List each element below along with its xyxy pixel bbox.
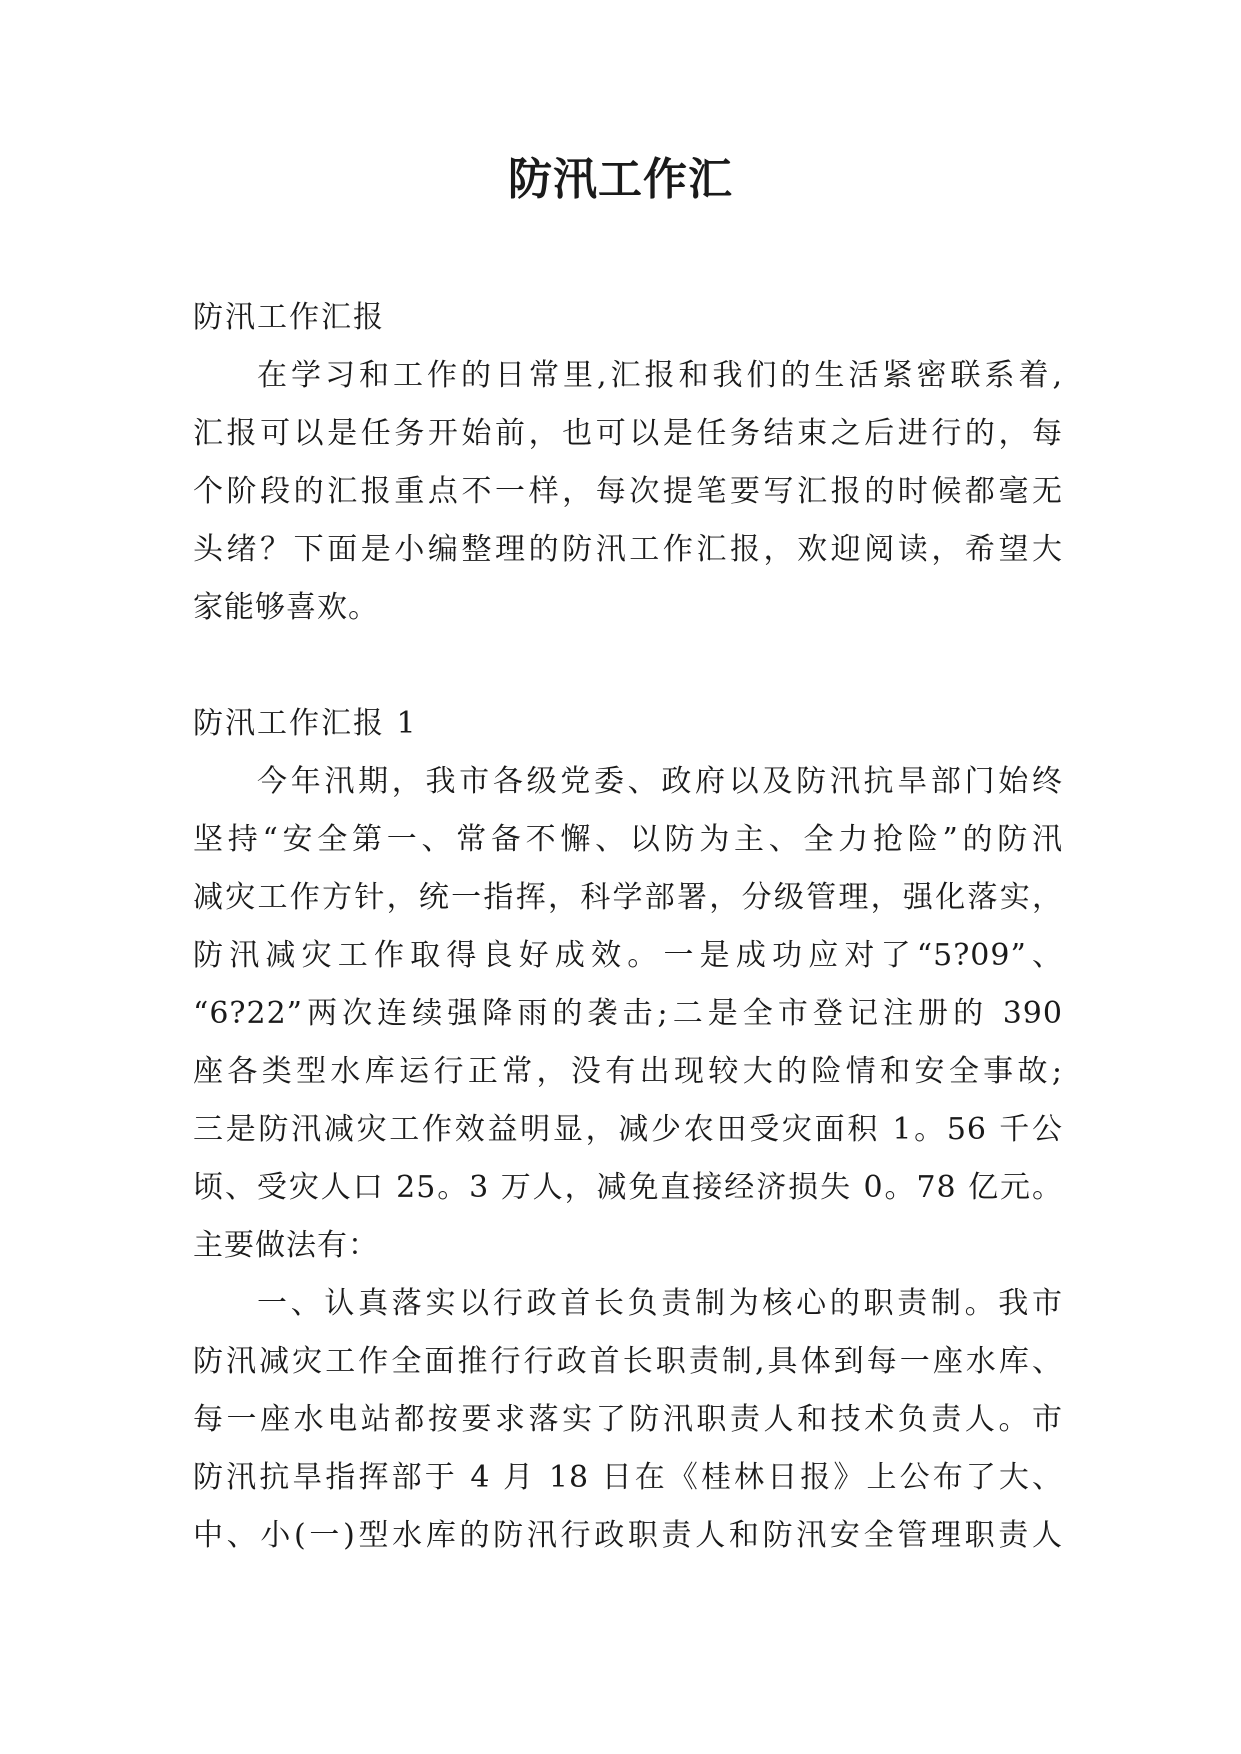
text-line: 坚持“安全第一、常备不懈、以防为主、全力抢险”的防汛 [193,822,1063,857]
text-line: 减灾工作方针，统一指挥，科学部署，分级管理，强化落实， [193,880,1063,915]
text-line: 防汛抗旱指挥部于 4 月 18 日在《桂林日报》上公布了大、 [193,1460,1063,1495]
text-line: 在学习和工作的日常里,汇报和我们的生活紧密联系着, [257,358,1063,393]
intro-paragraph [193,347,1063,637]
document-subtitle: 防汛工作汇报 [193,300,385,335]
text-line: 汇报可以是任务开始前，也可以是任务结束之后进行的，每 [193,416,1063,451]
text-line: 三是防汛减灾工作效益明显，减少农田受灾面积 1。56 千公 [193,1112,1063,1147]
text-line: 个阶段的汇报重点不一样，每次提笔要写汇报的时候都毫无 [193,474,1063,509]
document-body [193,289,1063,1565]
text-line: 每一座水电站都按要求落实了防汛职责人和技术负责人。市 [193,1402,1063,1437]
text-line: 防汛减灾工作取得良好成效。一是成功应对了“5?09”、 [193,938,1063,973]
section-paragraph-2 [193,1275,1063,1565]
text-line: 座各类型水库运行正常，没有出现较大的险情和安全事故; [193,1054,1063,1089]
text-line: 头绪？下面是小编整理的防汛工作汇报，欢迎阅读，希望大 [193,532,1063,567]
text-line: 主要做法有： [193,1228,379,1263]
text-line: 家能够喜欢。 [193,590,379,625]
paragraph-spacer [193,637,1063,695]
text-line: 顷、受灾人口 25。3 万人，减免直接经济损失 0。78 亿元。 [193,1170,1063,1205]
text-line: 今年汛期，我市各级党委、政府以及防汛抗旱部门始终 [257,764,1063,799]
section-paragraph-1 [193,753,1063,1275]
document-title: 防汛工作汇 [508,154,733,205]
text-line: “6?22”两次连续强降雨的袭击;二是全市登记注册的 390 [193,996,1063,1031]
section-heading: 防汛工作汇报 1 [193,706,418,741]
text-line: 防汛减灾工作全面推行行政首长职责制,具体到每一座水库、 [193,1344,1063,1379]
text-line: 中、小(一)型水库的防汛行政职责人和防汛安全管理职责人 [193,1518,1063,1553]
text-line: 一、认真落实以行政首长负责制为核心的职责制。我市 [257,1286,1063,1321]
